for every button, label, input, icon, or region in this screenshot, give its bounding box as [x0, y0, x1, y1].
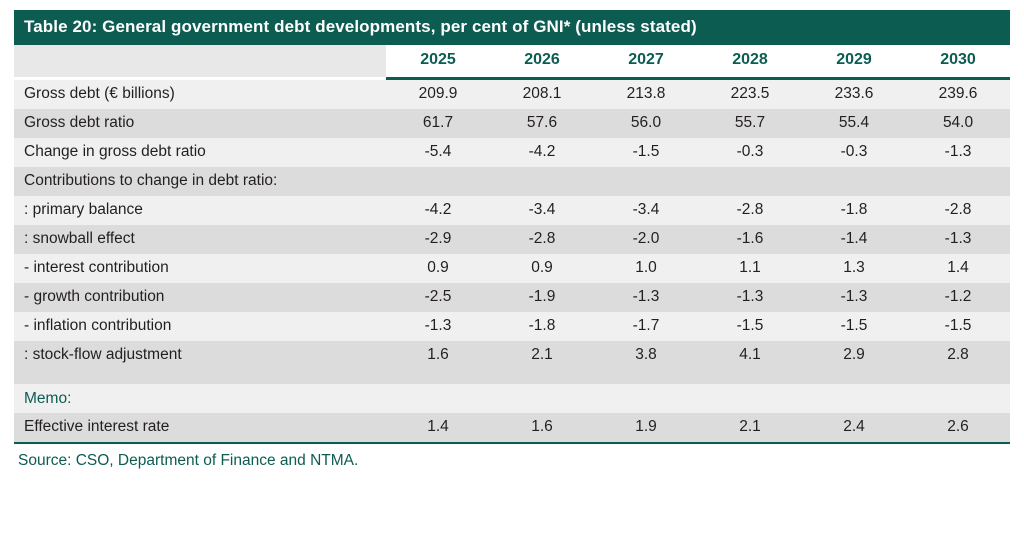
- cell-value: -2.5: [386, 283, 490, 312]
- cell-value: 1.0: [594, 254, 698, 283]
- cell-value: 55.7: [698, 109, 802, 138]
- cell-value: -4.2: [386, 196, 490, 225]
- column-header-2026: 2026: [490, 45, 594, 79]
- table-row: [14, 254, 1010, 283]
- cell-value: -1.3: [906, 138, 1010, 167]
- cell-value: 213.8: [594, 79, 698, 110]
- cell-value: 1.6: [386, 341, 490, 370]
- cell-value: 56.0: [594, 109, 698, 138]
- cell-value: 209.9: [386, 79, 490, 110]
- cell-value: 1.1: [698, 254, 802, 283]
- table-row: [14, 109, 1010, 138]
- cell-value: -1.3: [594, 283, 698, 312]
- cell-value: -1.5: [698, 312, 802, 341]
- column-header-2029: 2029: [802, 45, 906, 79]
- cell-value: -3.4: [594, 196, 698, 225]
- cell-value: -1.9: [490, 283, 594, 312]
- cell-value: -0.3: [802, 138, 906, 167]
- row-label: - interest contribution: [14, 254, 386, 283]
- row-label: Effective interest rate: [14, 413, 386, 442]
- table-row: [14, 138, 1010, 167]
- cell-value: 233.6: [802, 79, 906, 110]
- cell-value: -1.3: [906, 225, 1010, 254]
- column-header-2025: 2025: [386, 45, 490, 79]
- cell-value: 1.4: [386, 413, 490, 442]
- cell-value: [594, 167, 698, 196]
- cell-value: 239.6: [906, 79, 1010, 110]
- memo-label: Memo:: [14, 384, 386, 413]
- cell-value: 0.9: [490, 254, 594, 283]
- cell-value: 1.4: [906, 254, 1010, 283]
- cell-value: -1.4: [802, 225, 906, 254]
- memo-header-row: [14, 384, 1010, 413]
- table-row: [14, 196, 1010, 225]
- cell-value: -4.2: [490, 138, 594, 167]
- cell-value: 2.1: [490, 341, 594, 370]
- column-header-2028: 2028: [698, 45, 802, 79]
- cell-value: 1.3: [802, 254, 906, 283]
- cell-value: -1.5: [594, 138, 698, 167]
- table-container: [14, 10, 1010, 470]
- table-row: [14, 79, 1010, 110]
- cell-value: [490, 167, 594, 196]
- row-label: - inflation contribution: [14, 312, 386, 341]
- table-header-row: [14, 45, 1010, 79]
- cell-value: -2.8: [490, 225, 594, 254]
- table-row: [14, 225, 1010, 254]
- cell-value: -1.5: [802, 312, 906, 341]
- cell-value: 2.8: [906, 341, 1010, 370]
- row-label: : snowball effect: [14, 225, 386, 254]
- table-spacer-row: [14, 370, 1010, 384]
- cell-value: 223.5: [698, 79, 802, 110]
- column-header-blank: [14, 45, 386, 79]
- cell-value: 1.9: [594, 413, 698, 442]
- cell-value: -2.8: [906, 196, 1010, 225]
- source-note: Source: CSO, Department of Finance and NTMA.: [18, 452, 359, 469]
- cell-value: -2.0: [594, 225, 698, 254]
- cell-value: -5.4: [386, 138, 490, 167]
- table-row: [14, 312, 1010, 341]
- cell-value: -1.8: [802, 196, 906, 225]
- row-label: Gross debt (€ billions): [14, 79, 386, 110]
- cell-value: 208.1: [490, 79, 594, 110]
- cell-value: -1.3: [802, 283, 906, 312]
- row-label: Contributions to change in debt ratio:: [14, 167, 386, 196]
- cell-value: -3.4: [490, 196, 594, 225]
- cell-value: 3.8: [594, 341, 698, 370]
- cell-value: 57.6: [490, 109, 594, 138]
- table-title-row: [14, 10, 1010, 45]
- cell-value: -2.9: [386, 225, 490, 254]
- row-label: : primary balance: [14, 196, 386, 225]
- cell-value: 2.1: [698, 413, 802, 442]
- table-row: [14, 341, 1010, 370]
- table-row: [14, 167, 1010, 196]
- cell-value: [386, 167, 490, 196]
- cell-value: -1.7: [594, 312, 698, 341]
- cell-value: -1.6: [698, 225, 802, 254]
- cell-value: 2.9: [802, 341, 906, 370]
- debt-developments-table: [14, 10, 1010, 442]
- row-label: Gross debt ratio: [14, 109, 386, 138]
- row-label: - growth contribution: [14, 283, 386, 312]
- cell-value: [802, 167, 906, 196]
- cell-value: 4.1: [698, 341, 802, 370]
- table-row: [14, 283, 1010, 312]
- cell-value: [906, 167, 1010, 196]
- column-header-2030: 2030: [906, 45, 1010, 79]
- cell-value: -1.3: [386, 312, 490, 341]
- cell-value: 2.4: [802, 413, 906, 442]
- cell-value: -0.3: [698, 138, 802, 167]
- cell-value: 1.6: [490, 413, 594, 442]
- table-row: [14, 413, 1010, 442]
- cell-value: -1.2: [906, 283, 1010, 312]
- cell-value: -2.8: [698, 196, 802, 225]
- cell-value: 61.7: [386, 109, 490, 138]
- cell-value: 54.0: [906, 109, 1010, 138]
- cell-value: -1.3: [698, 283, 802, 312]
- column-header-2027: 2027: [594, 45, 698, 79]
- row-label: Change in gross debt ratio: [14, 138, 386, 167]
- row-label: : stock-flow adjustment: [14, 341, 386, 370]
- cell-value: 2.6: [906, 413, 1010, 442]
- cell-value: [698, 167, 802, 196]
- cell-value: -1.5: [906, 312, 1010, 341]
- cell-value: -1.8: [490, 312, 594, 341]
- cell-value: 55.4: [802, 109, 906, 138]
- cell-value: 0.9: [386, 254, 490, 283]
- page-title: Table 20: General government debt developments, per cent of GNI* (unless stated): [14, 10, 1010, 45]
